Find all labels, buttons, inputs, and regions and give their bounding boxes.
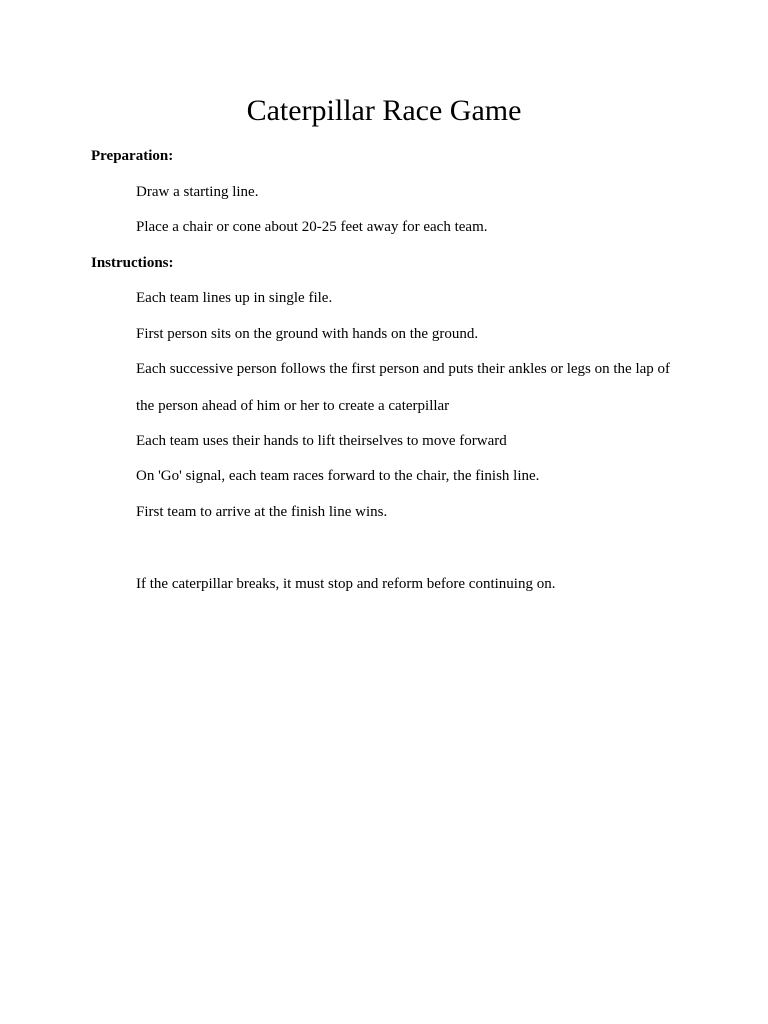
instruction-item-2: First person sits on the ground with hands on the ground. bbox=[136, 326, 479, 342]
instruction-item-5: On 'Go' signal, each team races forward to the chair, the finish line. bbox=[136, 468, 540, 484]
instruction-item-6: First team to arrive at the finish line wins. bbox=[136, 504, 388, 520]
document-title: Caterpillar Race Game bbox=[246, 94, 522, 127]
instruction-item-4: Each team uses their hands to lift theirselves to move forward bbox=[136, 433, 507, 449]
instruction-item-3: Each successive person follows the first person and puts their ankles or legs on the lap of bbox=[136, 361, 671, 377]
preparation-heading: Preparation: bbox=[91, 148, 174, 164]
instruction-item-3-continued: the person ahead of him or her to create a caterpillar bbox=[136, 398, 450, 414]
instruction-item-1: Each team lines up in single file. bbox=[136, 290, 333, 306]
preparation-item-2: Place a chair or cone about 20-25 feet away for each team. bbox=[136, 219, 488, 235]
preparation-item-1: Draw a starting line. bbox=[136, 184, 259, 200]
instructions-heading: Instructions: bbox=[91, 255, 174, 271]
closing-note: If the caterpillar breaks, it must stop and reform before continuing on. bbox=[136, 576, 556, 592]
